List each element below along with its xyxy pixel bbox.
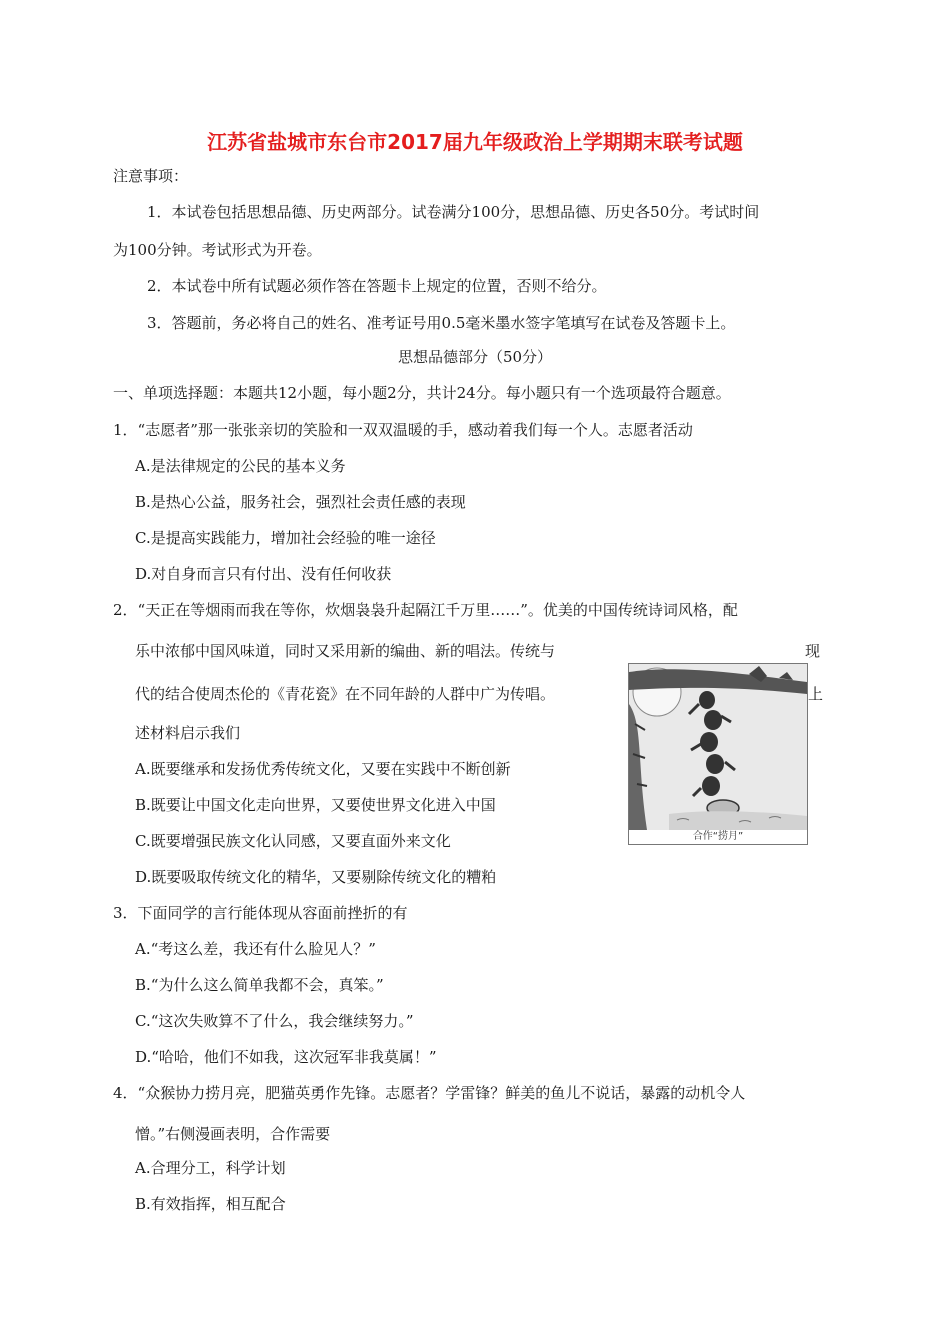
question-1-option-b: B.是热心公益，服务社会，强烈社会责任感的表现	[135, 493, 466, 511]
note-item-3: 3．答题前，务必将自己的姓名、准考证号用0.5毫米墨水签字笔填写在试卷及答题卡上。	[147, 314, 736, 332]
question-2-option-d: D.既要吸取传统文化的精华，又要剔除传统文化的糟粕	[135, 868, 497, 886]
question-3-stem: 3．下面同学的言行能体现从容面前挫折的有	[113, 904, 408, 922]
question-1-option-d: D.对自身而言只有付出、没有任何收获	[135, 565, 392, 583]
question-1-option-a: A.是法律规定的公民的基本义务	[135, 457, 346, 475]
question-2-stem-line: 上	[808, 685, 824, 703]
question-2-stem-line: 述材料启示我们	[135, 724, 241, 742]
question-1-stem: 1．“志愿者”那一张张亲切的笑脸和一双双温暖的手，感动着我们每一个人。志愿者活动	[113, 421, 693, 439]
question-1-option-c: C.是提高实践能力，增加社会经验的唯一途径	[135, 529, 436, 547]
page-title: 江苏省盐城市东台市2017届九年级政治上学期期末联考试题	[207, 130, 743, 154]
question-2-option-b: B.既要让中国文化走向世界，又要使世界文化进入中国	[135, 796, 496, 814]
question-4-option-a: A.合理分工，科学计划	[135, 1159, 286, 1177]
question-4-stem: 4．“众猴协力捞月亮，肥猫英勇作先锋。志愿者？学雷锋？鲜美的鱼儿不说话，暴露的动机令人	[113, 1084, 746, 1102]
question-2-stem-line: 代的结合使周杰伦的《青花瓷》在不同年龄的人群中广为传唱。	[135, 685, 556, 703]
monkeys-fishing-moon-illustration	[629, 664, 807, 830]
question-2-option-c: C.既要增强民族文化认同感，又要直面外来文化	[135, 832, 451, 850]
question-2-stem-line: 现	[805, 642, 821, 660]
question-3-option-a: A.“考这么差，我还有什么脸见人？”	[135, 940, 376, 958]
question-2-stem-line: 乐中浓郁中国风味道，同时又采用新的编曲、新的唱法。传统与	[135, 642, 556, 660]
question-3-option-c: C.“这次失败算不了什么，我会继续努力。”	[135, 1012, 414, 1030]
question-4-stem-line: 憎。”右侧漫画表明，合作需要	[135, 1125, 331, 1143]
notes-heading: 注意事项：	[113, 167, 189, 185]
question-2-stem: 2．“天正在等烟雨而我在等你，炊烟袅袅升起隔江千万里……”。优美的中国传统诗词风格，配	[113, 601, 738, 619]
question-2-option-a: A.既要继承和发扬优秀传统文化，又要在实践中不断创新	[135, 760, 511, 778]
question-3-option-d: D.“哈哈，他们不如我，这次冠军非我莫属！”	[135, 1048, 437, 1066]
section-title: 思想品德部分（50分）	[397, 348, 553, 366]
question-3-option-b: B.“为什么这么简单我都不会，真笨。”	[135, 976, 384, 994]
part-heading: 一、单项选择题：本题共12小题，每小题2分，共计24分。每小题只有一个选项最符合题意。	[113, 384, 731, 402]
cartoon-image	[628, 663, 808, 845]
question-4-option-b: B.有效指挥，相互配合	[135, 1195, 286, 1213]
note-item-1: 1．本试卷包括思想品德、历史两部分。试卷满分100分，思想品德、历史各50分。考试时间	[147, 203, 760, 221]
note-item-1-cont: 为100分钟。考试形式为开卷。	[113, 241, 322, 259]
note-item-2: 2．本试卷中所有试题必须作答在答题卡上规定的位置，否则不给分。	[147, 277, 607, 295]
cartoon-caption: 合作“捞月”	[629, 830, 807, 844]
